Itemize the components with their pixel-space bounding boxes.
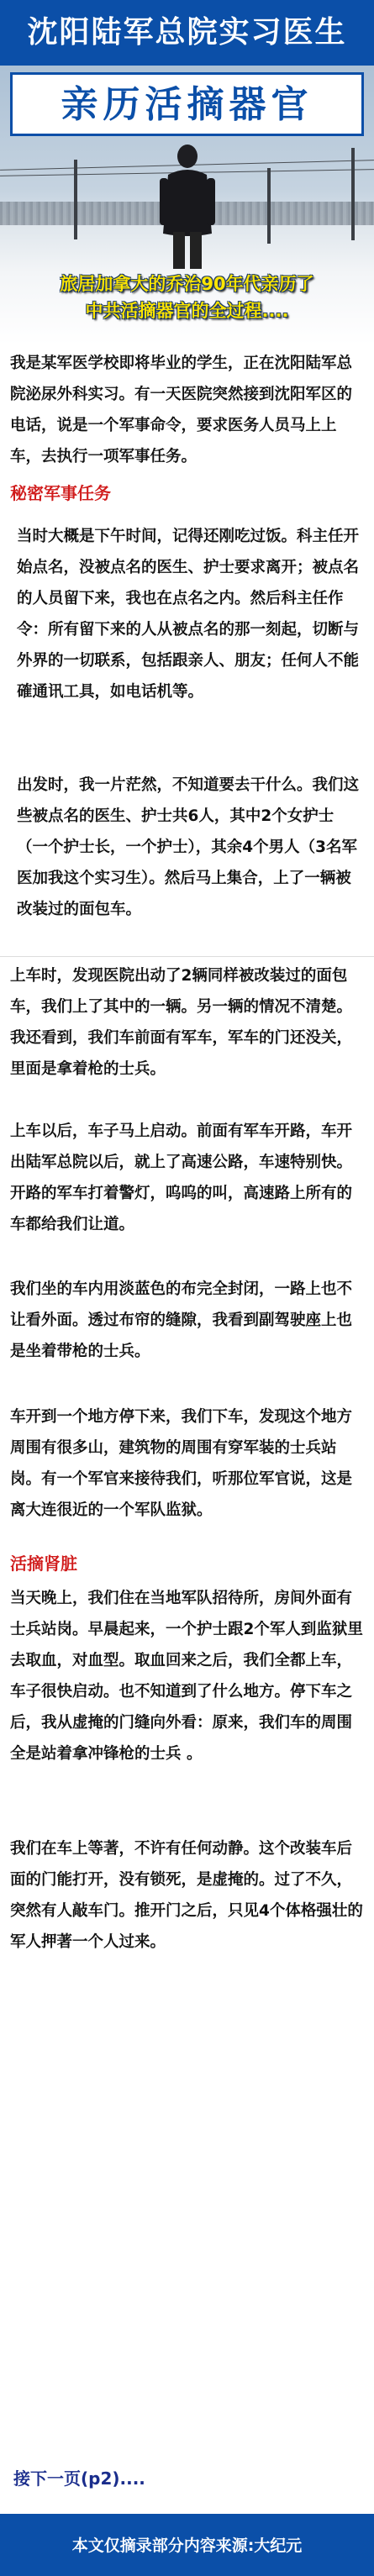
paragraph: 上车以后，车子马上启动。前面有军车开路，车开出陆军总院以后，就上了高速公路，车速特别快。开路的军车打着警灯，呜呜的叫，高速路上所有的车都给我们让道。	[10, 1122, 353, 1233]
section-heading-organ-harvest: 活摘肾脏	[10, 1553, 77, 1574]
header-subtitle: 亲历活摘器官	[10, 72, 364, 136]
paragraph: 出发时，我一片茫然，不知道要去干什么。我们这些被点名的医生、护士共6人，其中2个女护士（一个护士长，一个护士），其余4个男人（3名军医加我这个实习生）。然后马上集合，上了一辆被改装过的面包车。	[17, 776, 360, 918]
standing-man-figure	[156, 141, 219, 272]
utility-pole	[351, 148, 355, 240]
header-caption-line: 中共活摘器官的全过程....	[85, 301, 289, 321]
header-title: 沈阳陆军总院实习医生	[0, 0, 374, 66]
paragraph: 我们在车上等著，不许有任何动静。这个改装车后面的门能打开，没有锁死，是虚掩的。过了不久，突然有人敲车门。推开门之后，只见4个体格强壮的军人押著一个人过来。	[10, 1840, 363, 1951]
next-page-link[interactable]: 接下一页(p2)....	[13, 2468, 145, 2489]
utility-pole	[74, 160, 77, 239]
utility-pole	[267, 168, 271, 244]
paragraph: 车开到一个地方停下来，我们下车，发现这个地方周围有很多山，建筑物的周围有穿军装的士兵站岗。有一个军官来接待我们，听那位军官说，这是离大连很近的一个军队监狱。	[10, 1408, 353, 1519]
divider	[0, 956, 374, 957]
section-heading-secret-mission: 秘密军事任务	[10, 483, 111, 503]
paragraph: 当时大概是下午时间，记得还刚吃过饭。科主任开始点名，没被点名的医生、护士要求离开；被点名的人员留下来，我也在点名之内。然后科主任作令：所有留下来的人从被点名的那一刻起，切断与外界的一切联系，包括跟亲人、朋友；任何人不能確通讯工具，如电话机等。	[17, 528, 360, 701]
paragraph: 上车时，发现医院出动了2辆同样被改装过的面包车，我们上了其中的一辆。另一辆的情况不清楚。我还看到，我们车前面有军车，军车的门还没关，里面是拿着枪的士兵。	[10, 967, 353, 1078]
header-caption-line: 旅居加拿大的乔治90年代亲历了	[60, 274, 314, 294]
footer-source: 本文仅摘录部分内容来源:大纪元	[71, 2537, 303, 2555]
header-banner	[0, 0, 374, 344]
intro-paragraph: 我是某军医学校即将毕业的学生，正在沈阳陆军总院泌尿外科实习。有一天医院突然接到沈阳军区的电话，说是一个军事命令，要求医务人员马上上车，去执行一项军事任务。	[10, 355, 353, 465]
paragraph: 当天晚上，我们住在当地军队招待所，房间外面有士兵站岗。早晨起来，一个护士跟2个军人到监狱里去取血，对血型。取血回来之后，我们全都上车，车子很快启动。也不知道到了什么地方。停下车之后，我从虚掩的门缝向外看：原来，我们车的周围全是站着拿冲锋枪的士兵 。	[10, 1590, 363, 1763]
paragraph: 我们坐的车内用淡蓝色的布完全封闭，一路上也不让看外面。透过布帘的缝隙，我看到副驾驶座上也是坐着带枪的士兵。	[10, 1280, 353, 1360]
header-caption	[0, 271, 374, 329]
